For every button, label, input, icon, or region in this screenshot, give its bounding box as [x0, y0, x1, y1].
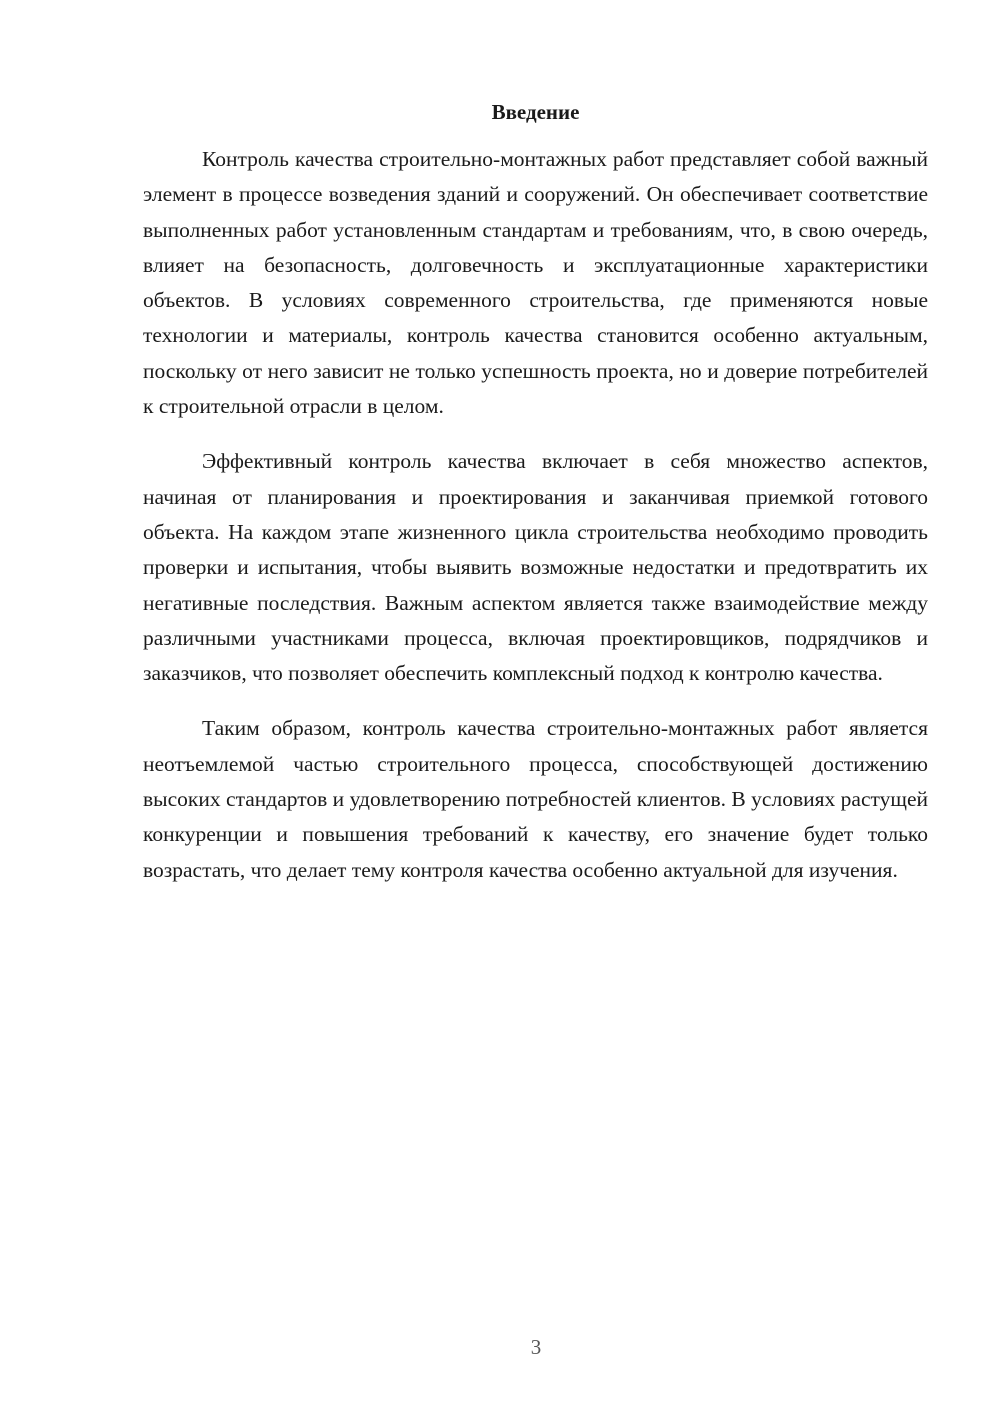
- document-body: [143, 142, 928, 908]
- paragraph-intro: Контроль качества строительно-монтажных работ представляет собой важный элемент в процессе возведения зданий и сооружений. Он обеспечивает соответствие выполненных работ установленным стандартам и требованиям, что, в свою очередь, влияет на безопасность, долговечность и эксплуатационные характеристики объектов. В условиях современного строительства, где применяются новые технологии и материалы, контроль качества становится особенно актуальным, поскольку от него зависит не только успешность проекта, но и доверие потребителей к строительной отрасли в целом.: [143, 147, 928, 419]
- page-number: 3: [530, 1335, 542, 1359]
- paragraph-conclusion: Таким образом, контроль качества строительно-монтажных работ является неотъемлемой частью строительного процесса, способствующей достижению высоких стандартов и удовлетворению потребностей клиентов. В условиях растущей конкуренции и повышения требований к качеству, его значение будет только возрастать, что делает тему контроля качества особенно актуальной для изучения.: [143, 716, 928, 882]
- page-title: Введение: [491, 100, 580, 124]
- paragraph-aspects: Эффективный контроль качества включает в себя множество аспектов, начиная от планирования и проектирования и заканчивая приемкой готового объекта. На каждом этапе жизненного цикла строительства необходимо проводить проверки и испытания, чтобы выявить возможные недостатки и предотвратить их негативные последствия. Важным аспектом является также взаимодействие между различными участниками процесса, включая проектировщиков, подрядчиков и заказчиков, что позволяет обеспечить комплексный подход к контролю качества.: [143, 449, 928, 686]
